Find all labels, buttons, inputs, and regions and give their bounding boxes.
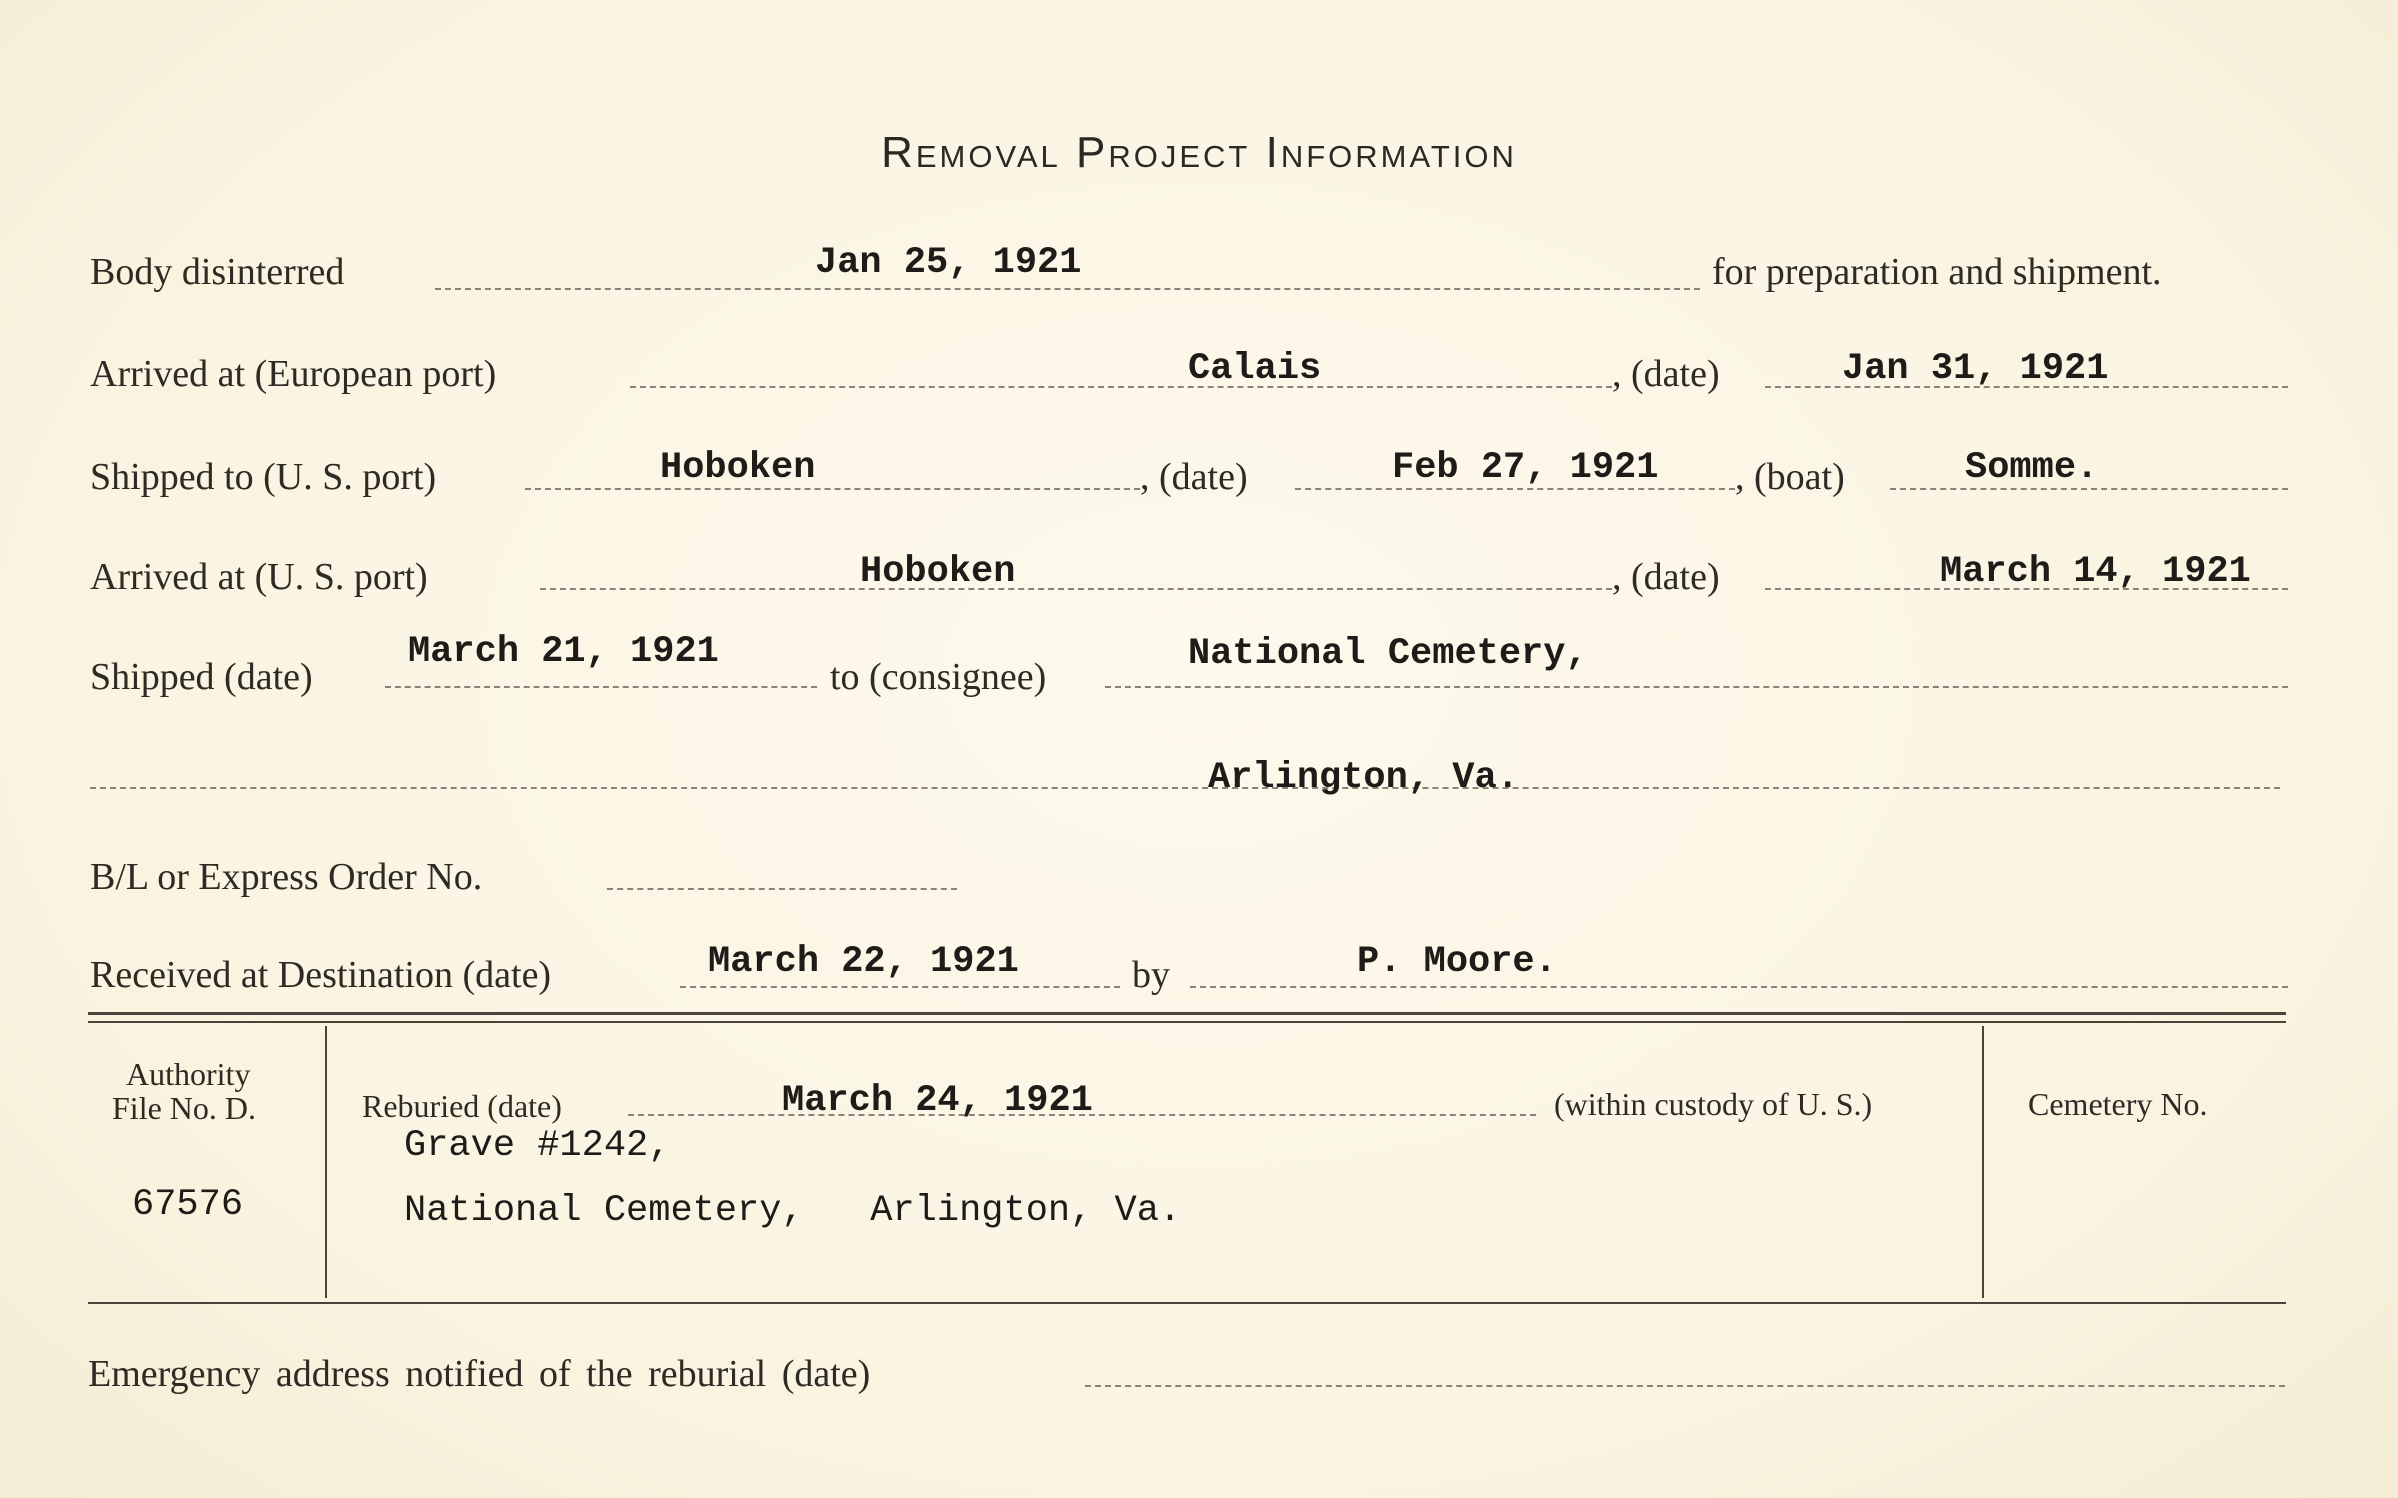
body-disinterred-line [435, 288, 1700, 290]
box-divider-left [325, 1026, 327, 1298]
body-disinterred-label: Body disinterred [90, 251, 345, 293]
consignee-line2: Arlington, Va. [1208, 757, 1519, 799]
page-title: Removal Project Information [881, 128, 1517, 177]
arrived-us-port-value: Hoboken [860, 551, 1016, 593]
shipped-us-port-boat-label: , (boat) [1735, 456, 1845, 498]
shipped-date-line [385, 686, 817, 688]
arrived-us-port-date-label: , (date) [1612, 556, 1720, 598]
reburied-label: Reburied (date) [362, 1088, 562, 1124]
consignee-label: to (consignee) [830, 656, 1047, 698]
received-date-line [680, 986, 1120, 988]
reburial-location: National Cemetery, Arlington, Va. [404, 1190, 1182, 1232]
box-bottom-rule [88, 1302, 2286, 1304]
authority-label-1: Authority [126, 1056, 251, 1092]
custody-label: (within custody of U. S.) [1554, 1086, 1873, 1122]
received-label: Received at Destination (date) [90, 954, 552, 996]
shipped-us-port-value: Hoboken [660, 447, 816, 489]
body-disinterred-suffix: for preparation and shipment. [1712, 251, 2162, 293]
section-divider-bottom [88, 1021, 2286, 1023]
emergency-label: Emergency address notified of the reburial (date) [88, 1353, 871, 1395]
received-by-label: by [1132, 954, 1170, 996]
european-port-date-label: , (date) [1612, 353, 1720, 395]
european-port-label: Arrived at (European port) [90, 353, 497, 395]
cemetery-no-label: Cemetery No. [2028, 1086, 2208, 1122]
arrived-us-port-date: March 14, 1921 [1940, 551, 2251, 593]
received-by: P. Moore. [1357, 941, 1557, 983]
consignee-line [1105, 686, 2288, 688]
reburied-date: March 24, 1921 [782, 1080, 1093, 1122]
emergency-line [1085, 1385, 2285, 1387]
bl-order-line [607, 888, 957, 890]
shipped-us-port-date: Feb 27, 1921 [1392, 447, 1659, 489]
european-port-value: Calais [1188, 348, 1322, 390]
received-date: March 22, 1921 [708, 941, 1019, 983]
consignee-line1: National Cemetery, [1188, 633, 1588, 675]
bl-order-label: B/L or Express Order No. [90, 856, 483, 898]
section-divider-top [88, 1012, 2286, 1015]
body-disinterred-value: Jan 25, 1921 [815, 242, 1082, 284]
box-divider-right [1982, 1026, 1984, 1298]
european-port-date: Jan 31, 1921 [1842, 348, 2109, 390]
european-port-line [630, 386, 1612, 388]
authority-label-2: File No. D. [112, 1090, 256, 1126]
shipped-us-port-boat: Somme. [1965, 447, 2099, 489]
shipped-us-port-label: Shipped to (U. S. port) [90, 456, 437, 498]
arrived-us-port-line [540, 588, 1612, 590]
consignee-line-2 [90, 787, 2280, 789]
shipped-us-port-date-label: , (date) [1140, 456, 1248, 498]
shipped-us-port-line [525, 488, 1140, 490]
arrived-us-port-label: Arrived at (U. S. port) [90, 556, 428, 598]
shipped-date-label: Shipped (date) [90, 656, 313, 698]
authority-file-no: 67576 [132, 1184, 244, 1226]
grave-number: Grave #1242, [404, 1125, 671, 1167]
shipped-date-value: March 21, 1921 [408, 631, 719, 673]
received-by-line [1190, 986, 2288, 988]
